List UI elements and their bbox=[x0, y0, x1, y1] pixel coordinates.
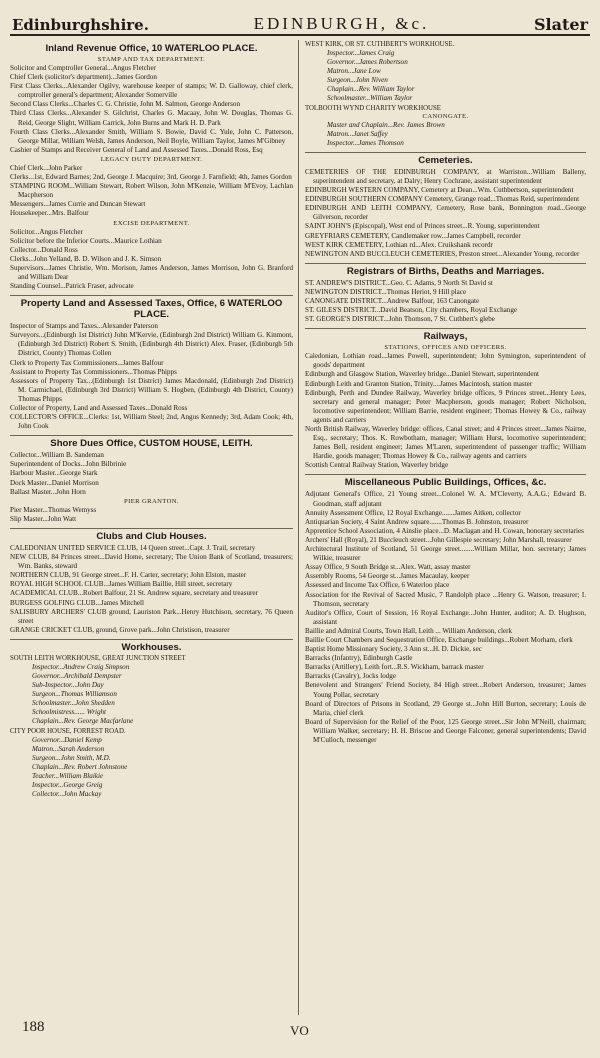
entry-line: First Class Clerks...Alexander Ogilvy, warehouse keeper of stamps; W. D. Galloway, chief clerk, comptroller general's department; Alexander Somerville bbox=[10, 82, 293, 100]
entry-line: Scottish Central Railway Station, Waverley bridge bbox=[305, 461, 449, 470]
entry-line: WEST KIRK CEMETERY, Lothian rd...Alex. Cruikshank recordr bbox=[305, 240, 493, 249]
entry-line: EDINBURGH WESTERN COMPANY, Cemetery at Dean...Wm. Cuthbertson, superintendent bbox=[305, 186, 574, 195]
section-heading: Cemeteries. bbox=[305, 152, 586, 166]
entry-line: Baillie and Admiral Courts, Town Hall, Leith ... William Anderson, clerk bbox=[305, 626, 513, 635]
entry-line: Messengers...James Currie and Duncan Stewart bbox=[10, 200, 146, 209]
staff-line: Inspector...James Craig bbox=[327, 49, 395, 57]
entry-line: Barracks (Cavalry), Jocks lodge bbox=[305, 672, 397, 681]
staff-line: Schoolmistress...... Wright bbox=[32, 708, 107, 717]
entry-line: Housekeeper...Mrs. Balfour bbox=[10, 209, 89, 218]
staff-line: Governor...Archibald Dempster bbox=[32, 671, 122, 680]
page-title: EDINBURGH, &c. bbox=[253, 14, 430, 33]
page-number: 188 bbox=[22, 1019, 45, 1035]
entry-line: Surveyors...(Edinburgh 1st District) John M'Kervie, (Edinburgh 2nd District) William G. Kinmont, (Edinburgh 3rd District) Robert S. Smith, (Edinburgh 4th District) Alex. Fraser, (Edinburgh 5th District, County) Thomas Collen bbox=[10, 331, 293, 358]
staff-line: Teacher...William Blaikie bbox=[32, 771, 104, 780]
staff-line: Governor...Daniel Kemp bbox=[32, 735, 102, 744]
entry-line: Assessors of Property Tax...(Edinburgh 1st District) James Macdonald, (Edinburgh 2nd District) M. Carmichael, (Edinburgh 3rd District) William S. Hogben, (Edinburgh 4th District, County) Thomas Phipps bbox=[10, 376, 293, 403]
staff-line: Surgeon...John Smith, M.D. bbox=[32, 753, 111, 762]
entry-line: Barracks (Infantry), Edinburgh Castle bbox=[305, 654, 413, 663]
staff-line: Surgeon...Thomas Williamson bbox=[32, 690, 117, 699]
staff-line: Surgeon...John Niven bbox=[327, 76, 388, 85]
staff-line: Collector...John Mackay bbox=[32, 790, 102, 799]
entry-line: Inspector of Stamps and Taxes...Alexander Paterson bbox=[10, 322, 158, 331]
entry-line: Adjutant General's Office, 21 Young street...Colonel W. A. M'Cleverty, A.A.G.; Edward B. Goodman, staff adjutant bbox=[305, 490, 586, 508]
entry-line: STAMPING ROOM...William Stewart, Robert Wilson, John M'Kenzie, William M'Evoy, Lachlan Macpherson bbox=[10, 182, 293, 200]
entry-line: SAINT JOHN'S (Episcopal), West end of Princes street...R. Young, superintendent bbox=[305, 222, 540, 231]
entry-line: Assay Office, 9 South Bridge st...Alex. Watt, assay master bbox=[305, 563, 471, 572]
entry-line: Board of Supervision for the Relief of the Poor, 125 George street...Sir John M'Neill, chairman; William Walker, secretary; H. H. Briscoe and George Falconer, general superintendents; David M'Culloch, messenger bbox=[305, 717, 586, 744]
entry-line: ST. ANDREW'S DISTRICT...Geo. C. Adams, 9 North St David st bbox=[305, 278, 493, 287]
subsection-heading: LEGACY DUTY DEPARTMENT. bbox=[100, 155, 203, 163]
entry-line: NEW CLUB, 84 Princes street...David Home, secretary; The Union Bank of Scotland, treasurers; Wm. Banks, steward bbox=[10, 553, 293, 571]
staff-line: Chaplain...Rev. George Macfarlane bbox=[32, 717, 134, 726]
staff-line: Schoolmaster...John Shedden bbox=[32, 699, 115, 708]
entry-line: Solicitor and Comptroller General...Angus Fletcher bbox=[10, 64, 156, 72]
entry-line: Cashier of Stamps and Receiver General of Land and Assessed Taxes...Donald Ross, Esq bbox=[10, 145, 263, 154]
entry-line: EDINBURGH AND LEITH COMPANY, Cemetery, Rose bank, Bonnington road...George Gilverson, recorder bbox=[305, 204, 586, 222]
page-footer bbox=[10, 1015, 590, 1045]
section-heading: Workhouses. bbox=[10, 639, 293, 653]
entry-line: Clerks...1st, Edward Barnes; 2nd, George J. Macquire; 3rd, George J. Farnfield; 4th, James Gordon bbox=[10, 173, 292, 182]
entry-line: Collector of Property, Land and Assessed Taxes...Donald Ross bbox=[10, 404, 188, 412]
entry-line: Association for the Revival of Sacred Music, 7 Randolph place ...Henry G. Watson, treasurer; I. Thomson, secretary bbox=[305, 590, 586, 608]
entry-line: Fourth Class Clerks...Alexander Smith, William S. Bowie, David C. Yule, John C. Patterson, George Millar, William Welsh, James Anderson, Neil Boyle, William Taylor, James M'Gibney bbox=[10, 127, 293, 145]
section-heading: Inland Revenue Office, 10 WATERLOO PLACE. bbox=[45, 43, 258, 54]
entry-line: Annuity Assessment Office, 12 Royal Exchange.......James Aitken, collector bbox=[305, 508, 521, 517]
entry-line: NORTHERN CLUB, 91 George street...F. H. Carter, secretary; John Elston, master bbox=[10, 571, 247, 580]
entry-line: Barracks (Artillery), Leith fort...R.S. Wickham, barrack master bbox=[305, 663, 484, 672]
entry-line: CANONGATE DISTRICT...Andrew Balfour, 163 Canongate bbox=[305, 296, 480, 305]
subsection-heading: PIER GRANTON. bbox=[124, 497, 179, 505]
right-column bbox=[298, 40, 586, 1015]
entry-line: ACADEMICAL CLUB...Robert Balfour, 21 St. Andrew square, secretary and treasurer bbox=[10, 589, 258, 598]
institution-heading: WEST KIRK, OR ST. CUTHBERT'S WORKHOUSE. bbox=[305, 41, 455, 48]
entry-line: Edinburgh Leith and Granton Station, Trinity....James Macintosh, station master bbox=[305, 379, 533, 388]
entry-line: Supervisors...James Christie, Wm. Morison, James Anderson, James Morrison, John G. Branford and William Dear bbox=[10, 263, 293, 281]
entry-line: ST. GEORGE'S DISTRICT...John Thomson, 7 St. Cuthbert's glebe bbox=[305, 315, 495, 324]
staff-line: Inspector...George Greig bbox=[32, 781, 103, 789]
entry-line: Caledonian, Lothian road...James Powell, superintendent; John Symington, superintendent of goods' department bbox=[305, 352, 586, 370]
entry-line: Slip Master...John Watt bbox=[10, 514, 77, 523]
subsection-heading: STAMP AND TAX DEPARTMENT. bbox=[97, 56, 206, 63]
entry-line: Edinburgh, Perth and Dundee Railway, Waverley bridge offices, 9 Princes street...Henry Lees, secretary and general manager; Peter Macpherson, goods manager; Robert Nicholson, locomotive superintendent; William Barrie, resident engineer; Thomas Howey & Co., railway agents and carriers bbox=[305, 388, 586, 424]
entry-line: Collector...Donald Ross bbox=[10, 245, 78, 254]
entry-line: Chief Clerk (solicitor's department)...James Gordon bbox=[10, 73, 157, 82]
entry-line: Edinburgh and Glasgow Station, Waverley bridge...Daniel Stewart, superintendent bbox=[305, 370, 539, 379]
entry-line: Assembly Rooms, 54 George st...James Macaulay, keeper bbox=[305, 572, 470, 581]
entry-line: North British Railway, Waverley bridge: offices, Canal street; and 4 Princes street...James Nairne, Esq., secretary; Thos. K. Rowbotham, manager; William Hurst, locomotive superintendent; James Bell, resident engineer; James M'Laren, superintendent of passenger traffic; William Hardie, goods manager; Thomas Howey & Co., railway agents and carriers bbox=[305, 425, 586, 461]
entry-line: Assistant to Property Tax Commissioners...Thomas Phipps bbox=[10, 367, 177, 376]
entry-line: NEWINGTON DISTRICT...Thomas Heriot, 9 Hill place bbox=[305, 287, 467, 296]
entry-line: CEMETERIES OF THE EDINBURGH COMPANY, at Warriston...William Balleny, superintendent and secretary, at Dalry; Henry Cochrane, assistant superintendent bbox=[305, 167, 586, 185]
county-title: Edinburghshire. bbox=[12, 16, 149, 34]
institution-heading: SOUTH LEITH WORKHOUSE, GREAT JUNCTION STREET bbox=[10, 654, 186, 662]
institution-heading: CITY POOR HOUSE, FORREST ROAD. bbox=[10, 727, 126, 735]
entry-line: Board of Directors of Prisons in Scotland, 29 George st...John Hill Burton, secretary; Louis de Maria, chief clerk bbox=[305, 699, 586, 717]
left-column bbox=[10, 40, 298, 1015]
entry-line: Solicitor...Angus Fletcher bbox=[10, 227, 83, 236]
section-heading: Railways, bbox=[305, 328, 586, 342]
section-heading: Clubs and Club Houses. bbox=[10, 528, 293, 542]
publisher-name: Slater bbox=[533, 15, 588, 34]
entry-line: BURGESS GOLFING CLUB...James Mitchell bbox=[10, 598, 144, 607]
entry-line: GREYFRIARS CEMETERY, Candlemaker row...James Campbell, recorder bbox=[305, 231, 521, 240]
entry-line: Superintendent of Docks...John Bilbrinie bbox=[10, 460, 127, 469]
entry-line: Collector...William B. Sandeman bbox=[10, 451, 104, 460]
section-heading: Property Land and Assessed Taxes, Office, 6 WATERLOO PLACE. bbox=[10, 295, 293, 320]
entry-line: ST. GILES'S DISTRICT...David Beatson, City chambers, Royal Exchange bbox=[305, 306, 518, 315]
entry-line: GRANGE CRICKET CLUB, ground, Grove park...John Christison, treasurer bbox=[10, 625, 230, 634]
staff-line: Inspector...James Thomson bbox=[327, 138, 404, 147]
entry-line: COLLECTOR'S OFFICE...Clerks: 1st, William Steel; 2nd, Angus Kennedy; 3rd, Adam Cook; 4th, John Cook bbox=[10, 413, 293, 431]
section-heading: Shore Dues Office, CUSTOM HOUSE, LEITH. bbox=[10, 435, 293, 449]
section-heading: Miscellaneous Public Buildings, Offices, &c. bbox=[305, 474, 586, 488]
entry-line: Clerks...John Yelland, B. D. Wilson and J. K. Simson bbox=[10, 254, 162, 263]
entry-line: Second Class Clerks...Charles C. G. Christie, John M. Salmon, George Anderson bbox=[10, 100, 241, 109]
staff-line: Schoolmaster...William Taylor bbox=[327, 94, 413, 103]
institution-heading: TOLBOOTH WYND CHARITY WORKHOUSE bbox=[305, 104, 441, 112]
entry-line: Baillie Court Chambers and Sequestration Office, Exchange buildings...Robert Morham, clerk bbox=[305, 635, 573, 644]
entry-line: CALEDONIAN UNITED SERVICE CLUB, 14 Queen street...Capt. J. Trail, secretary bbox=[10, 543, 256, 552]
staff-line: Chaplain...Rev. Robert Johnstone bbox=[32, 762, 128, 771]
entry-line: Architectural Institute of Scotland, 51 George street........William Millar, hon. secretary; James Wilkie, treasurer bbox=[305, 545, 586, 563]
staff-line: Matron...Jane Low bbox=[327, 67, 381, 76]
entry-line: Standing Counsel...Patrick Fraser, advocate bbox=[10, 282, 134, 291]
entry-line: Apprentice School Association, 4 Ainslie place...D. Maclagan and H. Cowan, honorary secretaries bbox=[305, 526, 584, 535]
staff-line: Inspector...Andrew Craig Simpson bbox=[32, 662, 130, 671]
entry-line: Pier Master...Thomas Wemyss bbox=[10, 505, 97, 514]
signature-mark: VO bbox=[290, 1023, 309, 1038]
staff-line: Matron...Janet Saffey bbox=[327, 129, 388, 138]
subsection-heading: CANONGATE. bbox=[422, 112, 469, 120]
staff-line: Governor...James Robertson bbox=[327, 58, 408, 67]
entry-line: Ballast Master...John Horn bbox=[10, 487, 86, 496]
staff-line: Sub-Inspector...John Day bbox=[32, 681, 104, 690]
subsection-heading: STATIONS, OFFICES AND OFFICERS. bbox=[384, 344, 507, 352]
entry-line: Auditor's Office, Court of Session, 16 Royal Exchange...John Hunter, auditor; A. D. Hughson, assistant bbox=[305, 608, 586, 626]
entry-line: Harbour Master...George Stark bbox=[10, 469, 98, 478]
entry-line: Antiquarian Society, 4 Saint Andrew square.......Thomas B. Johnston, treasurer bbox=[305, 517, 529, 526]
entry-line: Assessed and Income Tax Office, 6 Waterloo place bbox=[305, 581, 450, 590]
entry-line: Clerk to Property Tax Commissioners...James Balfour bbox=[10, 358, 164, 367]
entry-line: Third Class Clerks...Alexander S. Gilchrist, Charles G. Macaay, John W. Douglas, Thomas G. Reid, George Slight, William Carrick, John Burns and Mark H. D. Park bbox=[10, 109, 293, 127]
entry-line: Solicitor before the Inferior Courts...Maurice Lothian bbox=[10, 236, 162, 245]
entry-line: Baptist Home Missionary Society, 3 Ann st...H. D. Dickie, sec bbox=[305, 645, 482, 654]
entry-line: Benevolent and Strangers' Friend Society, 84 High street...Robert Anderson, treasurer; James Young Pollar, secretary bbox=[305, 681, 586, 699]
entry-line: Chief Clerk...John Parker bbox=[10, 163, 83, 172]
page-header bbox=[10, 8, 590, 36]
staff-line: Chaplain...Rev. William Taylor bbox=[327, 85, 415, 94]
staff-line: Matron...Sarah Anderson bbox=[32, 744, 105, 753]
entry-line: Archers' Hall (Royal), 21 Buccleuch street...John Gillespie secretary; John Marshall, treasurer bbox=[305, 535, 572, 544]
entry-line: NEWINGTON AND BUCCLEUCH CEMETERIES, Preston street...Alexander Young, recorder bbox=[305, 249, 580, 258]
entry-line: SALISBURY ARCHERS' CLUB ground, Lauriston Park...Henry Hutchison, secretary, 76 Queen street bbox=[10, 607, 293, 625]
subsection-heading: EXCISE DEPARTMENT. bbox=[113, 219, 190, 227]
columns bbox=[10, 40, 590, 1015]
entry-line: EDINBURGH SOUTHERN COMPANY Cemetery, Grange road...Thomas Reid, superintendent bbox=[305, 195, 580, 204]
staff-line: Master and Chaplain...Rev. James Brown bbox=[327, 120, 445, 129]
entry-line: ROYAL HIGH SCHOOL CLUB...James William Baillie, Hill street, secretary bbox=[10, 580, 233, 589]
section-heading: Registrars of Births, Deaths and Marriages. bbox=[305, 263, 586, 277]
entry-line: Dock Master...Daniel Morrison bbox=[10, 478, 99, 487]
